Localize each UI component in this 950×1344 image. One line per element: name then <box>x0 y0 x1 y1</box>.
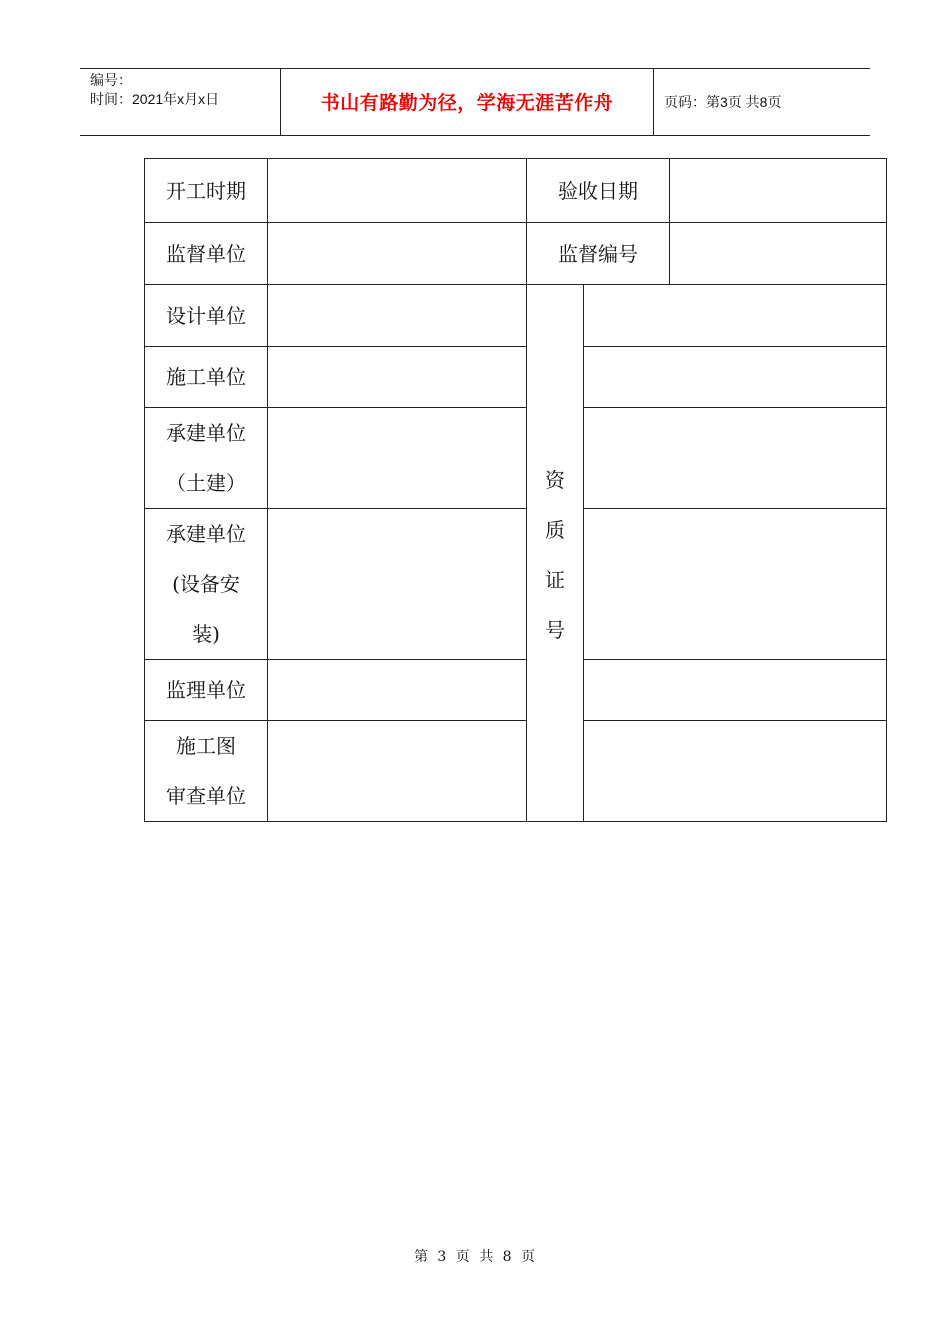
qualification-char: 证 <box>545 568 565 592</box>
design-unit-qualification-field[interactable] <box>584 285 887 347</box>
table-row <box>145 509 887 660</box>
header-motto: 书山有路勤为径，学海无涯苦作舟 <box>281 69 654 135</box>
drawing-review-unit-field[interactable] <box>268 721 527 822</box>
page-footer: 第 3 页 共 8 页 <box>413 1249 537 1265</box>
qualification-char: 质 <box>545 518 565 542</box>
supervision-number-field[interactable] <box>670 223 887 285</box>
page-header <box>80 68 870 136</box>
drawing-review-qualification-field[interactable] <box>584 721 887 822</box>
construction-unit-field[interactable] <box>268 347 527 408</box>
contractor-equipment-field[interactable] <box>268 509 527 660</box>
table-row <box>145 159 887 223</box>
qualification-char: 号 <box>545 618 565 642</box>
contractor-equipment-label-line: (设备安 <box>172 572 240 596</box>
table-row <box>145 721 887 822</box>
contractor-civil-label-line: （土建） <box>166 471 246 495</box>
table-row <box>145 408 887 509</box>
table-row <box>145 660 887 721</box>
contractor-equipment-label-line: 装) <box>192 622 220 646</box>
supervisor-unit-qualification-field[interactable] <box>584 660 887 721</box>
contractor-civil-qualification-field[interactable] <box>584 408 887 509</box>
start-period-field[interactable] <box>268 159 527 223</box>
drawing-review-label-line: 施工图 <box>176 734 236 758</box>
supervision-unit-label: 监督单位 <box>145 223 268 285</box>
header-meta <box>80 69 281 135</box>
acceptance-date-label: 验收日期 <box>527 159 670 223</box>
supervisor-unit-field[interactable] <box>268 660 527 721</box>
contractor-equipment-label <box>145 509 268 660</box>
drawing-review-unit-label <box>145 721 268 822</box>
supervision-unit-field[interactable] <box>268 223 527 285</box>
acceptance-date-field[interactable] <box>670 159 887 223</box>
supervision-number-label: 监督编号 <box>527 223 670 285</box>
table-row <box>145 347 887 408</box>
table-row <box>145 285 887 347</box>
number-label: 编号： <box>90 72 132 88</box>
qualification-char: 资 <box>545 468 565 492</box>
header-page-info: 页码：第3页 共8页 <box>664 94 782 110</box>
design-unit-field[interactable] <box>268 285 527 347</box>
qualification-number-label <box>527 285 584 822</box>
construction-unit-label: 施工单位 <box>145 347 268 408</box>
time-label: 时间：2021年x月x日 <box>90 91 220 107</box>
drawing-review-label-line: 审查单位 <box>166 784 246 808</box>
contractor-equipment-label-line: 承建单位 <box>166 522 246 546</box>
start-period-label: 开工时期 <box>145 159 268 223</box>
table-row <box>145 223 887 285</box>
contractor-civil-label-line: 承建单位 <box>166 421 246 445</box>
contractor-civil-field[interactable] <box>268 408 527 509</box>
supervisor-unit-label: 监理单位 <box>145 660 268 721</box>
contractor-civil-label <box>145 408 268 509</box>
construction-unit-qualification-field[interactable] <box>584 347 887 408</box>
project-info-table <box>144 158 887 822</box>
contractor-equipment-qualification-field[interactable] <box>584 509 887 660</box>
design-unit-label: 设计单位 <box>145 285 268 347</box>
